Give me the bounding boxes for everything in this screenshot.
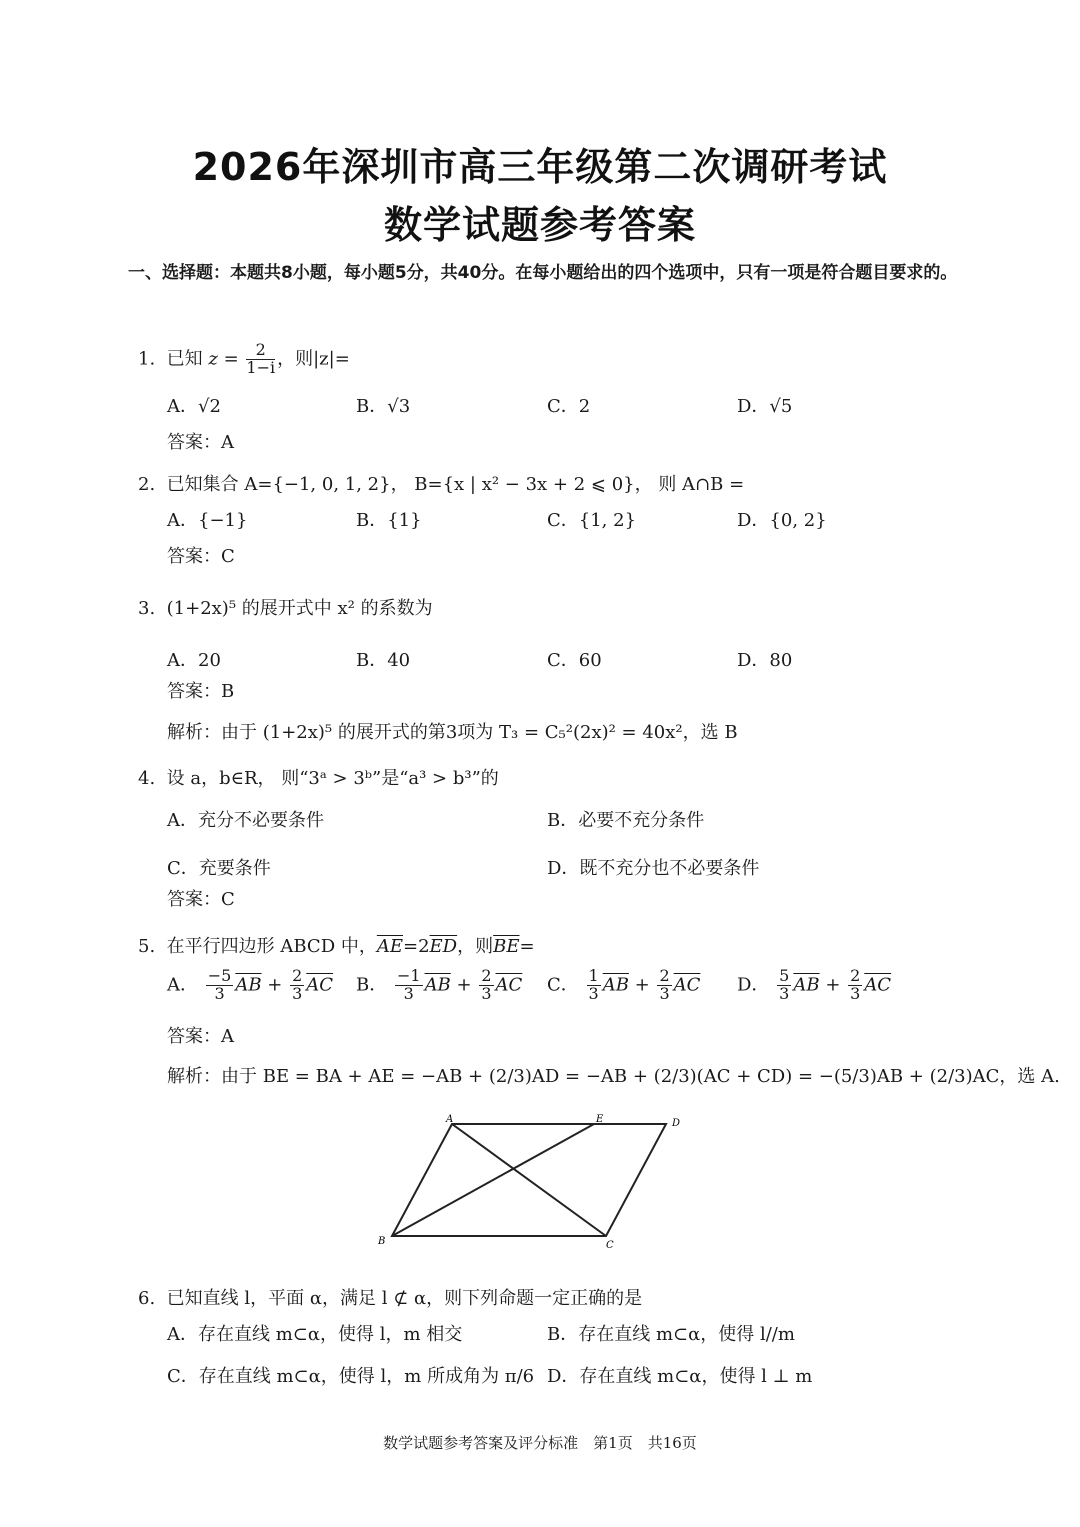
question-1-option-b: B．√3 <box>356 396 411 417</box>
document-title: 2026年深圳市高三年级第二次调研考试 <box>192 145 888 189</box>
point-label-e: E <box>596 1114 604 1125</box>
question-2-option-a: A．{−1} <box>167 510 248 531</box>
page-footer: 数学试题参考答案及评分标准 第1页 共16页 <box>383 1434 697 1452</box>
question-6-option-a: A．存在直线 m⊂α，使得 l，m 相交 <box>167 1324 463 1345</box>
question-4-option-b: B．必要不充分条件 <box>547 810 705 831</box>
question-5-option-d: D． $\frac{5}{3}$ $\overline{AB}$ + $\frac{2}{3}$ $\overline{AC}$ <box>737 966 892 1003</box>
question-3-analysis: 解析：由于 (1+2x)⁵ 的展开式的第3项为 T₃ = C₅²(2x)² = 40x²，选 B <box>167 722 738 743</box>
question-3-option-d: D．80 <box>737 650 793 671</box>
question-1-answer: 答案：A <box>167 432 234 453</box>
question-5-answer: 答案：A <box>167 1026 234 1047</box>
question-4-option-a: A．充分不必要条件 <box>167 810 324 831</box>
point-label-c: C <box>606 1240 614 1251</box>
question-2-option-d: D．{0, 2} <box>737 510 827 531</box>
question-3-option-a: A．20 <box>167 650 221 671</box>
question-3-stem: 3. (1+2x)⁵ 的展开式中 x² 的系数为 <box>138 598 433 619</box>
question-3-answer: 答案：B <box>167 681 235 702</box>
question-5-option-b: B． $\frac{-1}{3}$ $\overline{AB}$ + $\frac{2}{3}$ $\overline{AC}$ <box>356 966 523 1003</box>
question-4-option-d: D．既不充分也不必要条件 <box>547 858 760 879</box>
point-label-b: B <box>378 1236 386 1247</box>
document-subtitle: 数学试题参考答案 <box>383 203 696 247</box>
parallelogram-diagram <box>370 1112 710 1254</box>
question-5-analysis: 解析：由于 BE = BA + AE = −AB + (2/3)AD = −AB + (2/3)(AC + CD) = −(5/3)AB + (2/3)AC，选 A. <box>167 1066 1060 1087</box>
question-6-option-c: C．存在直线 m⊂α，使得 l，m 所成角为 π/6 <box>167 1366 535 1387</box>
question-6-stem: 6. 已知直线 l，平面 α，满足 l ⊄ α，则下列命题一定正确的是 <box>138 1288 643 1309</box>
question-1-option-a: A．√2 <box>167 396 221 417</box>
point-label-d: D <box>672 1118 681 1129</box>
question-2-answer: 答案：C <box>167 546 235 567</box>
question-5-stem: 5. 在平行四边形 ABCD 中，$\overline{AE}=2\overline{ED}$，则$\overline{BE}=$ <box>138 936 535 957</box>
question-3-option-b: B．40 <box>356 650 411 671</box>
question-5-option-c: C． $\frac{1}{3}$ $\overline{AB}$ + $\frac{2}{3}$ $\overline{AC}$ <box>547 966 701 1003</box>
question-4-stem: 4. 设 a，b∈R， 则“3ᵃ > 3ᵇ”是“a³ > b³”的 <box>138 768 499 789</box>
question-1-option-c: C．2 <box>547 396 591 417</box>
question-2-option-b: B．{1} <box>356 510 422 531</box>
question-4-option-c: C．充要条件 <box>167 858 271 879</box>
fraction: $\frac{2}{1-i}$ <box>246 340 276 377</box>
question-1-option-d: D．√5 <box>737 396 793 417</box>
question-5-option-a: A． $\frac{-5}{3}$ $\overline{AB}$ + $\frac{2}{3}$ $\overline{AC}$ <box>167 966 334 1003</box>
question-2-stem: 2. 已知集合 A={−1, 0, 1, 2}， B={x | x² − 3x + 2 ⩽ 0}， 则 A∩B = <box>138 474 745 495</box>
question-6-option-d: D．存在直线 m⊂α，使得 l ⊥ m <box>547 1366 813 1387</box>
question-1-stem: 1. 已知 z = $\frac{2}{1-i}$ ，则|z|= <box>138 340 350 377</box>
section-heading: 一、选择题：本题共8小题，每小题5分，共40分。在每小题给出的四个选项中，只有一项是符合题目要求的。 <box>128 263 958 283</box>
question-2-option-c: C．{1, 2} <box>547 510 637 531</box>
question-3-option-c: C．60 <box>547 650 602 671</box>
question-4-answer: 答案：C <box>167 889 235 910</box>
point-label-a: A <box>446 1114 454 1125</box>
question-6-option-b: B．存在直线 m⊂α，使得 l//m <box>547 1324 795 1345</box>
diagonal-ac <box>452 1124 606 1236</box>
